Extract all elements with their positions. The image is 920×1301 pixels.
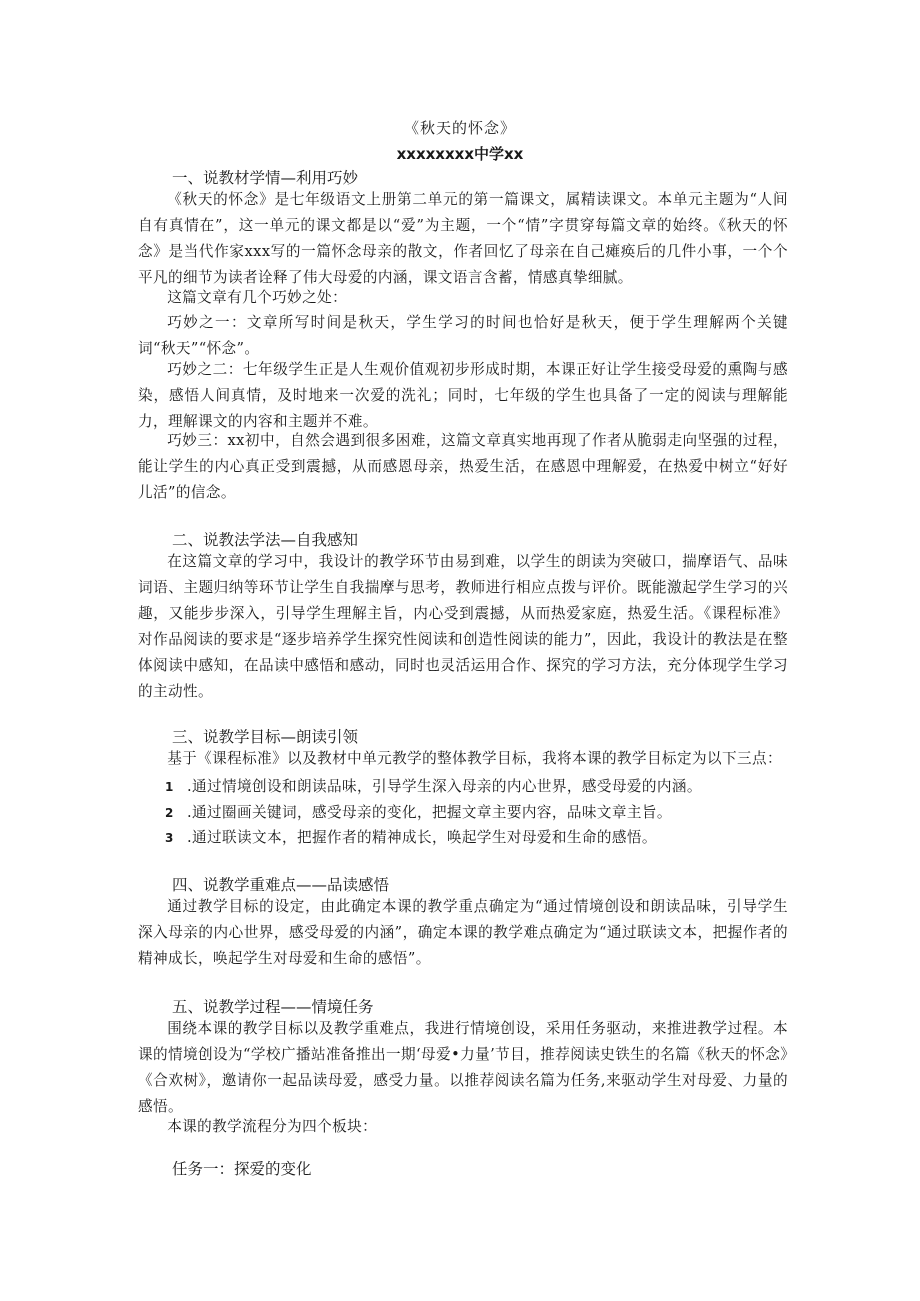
document-author: xxxxxxxx中学xx xyxy=(396,145,524,163)
objective-item-1 xyxy=(165,775,702,796)
section-2-paragraph-1: 在这篇文章的学习中，我设计的教学环节由易到难，以学生的朗读为突破口，揣摩语气、品味词语、主题归纳等环节让学生自我揣摩与思考，教师进行相应点拨与评价。既能激起学生学习的兴趣，又能步步深入，引导学生理解主旨，内心受到震撼，从而热爱家庭，热爱生活。《课程标准》对作品阅读的要求是“逐步培养学生探究性阅读和创造性阅读的能力”，因此，我设计的教法是在整体阅读中感知，在品读中感悟和感动，同时也灵活运用合作、探究的学习方法，充分体现学生学习的主动性。 xyxy=(138,553,788,700)
objective-number: 1 xyxy=(165,780,174,794)
objective-text: .通过情境创设和朗读品味，引导学生深入母亲的内心世界，感受母爱的内涵。 xyxy=(187,778,702,795)
section-5-paragraph-1: 围绕本课的教学目标以及教学重难点，我进行情境创设，采用任务驱动，来推进教学过程。本课的情境创设为“学校广播站准备推出一期‘母爱•力量’节目，推荐阅读史铁生的名篇《秋天的怀念》《合欢树》，邀请你一起品读母爱，感受力量。以推荐阅读名篇为任务,来驱动学生对母爱、力量的感悟。 xyxy=(138,1020,788,1115)
section-4-paragraph-1: 通过教学目标的设定，由此确定本课的教学重点确定为“通过情境创设和朗读品味，引导学生深入母亲的内心世界，感受母爱的内涵”，确定本课的教学难点确定为“通过联读文本，把握作者的精神成长，唤起学生对母爱和生命的感悟”。 xyxy=(138,898,788,967)
section-1-paragraph-1: 《秋天的怀念》是七年级语文上册第二单元的第一篇课文，属精读课文。本单元主题为“人间自有真情在”，这一单元的课文都是以“爱”为主题，一个“情”字贯穿每篇文章的始终。《秋天的怀念》是当代作家xxx写的一篇怀念母亲的散文，作者回忆了母亲在自己瘫痪后的几件小事，一个个平凡的细节为读者诠释了伟大母爱的内涵，课文语言含蓄，情感真挚细腻。 xyxy=(138,191,788,286)
task-1-heading: 任务一：探爱的变化 xyxy=(172,1160,312,1178)
section-5-paragraph-2: 本课的教学流程分为四个板块： xyxy=(167,1118,378,1135)
objective-text: .通过圈画关键词，感受母亲的变化，把握文章主要内容，品味文章主旨。 xyxy=(187,804,672,821)
section-2-heading: 二、说教法学法—自我感知 xyxy=(172,531,359,549)
section-5-heading: 五、说教学过程——情境任务 xyxy=(172,998,374,1016)
section-3-intro: 基于《课程标准》以及教材中单元教学的整体教学目标，我将本课的教学目标定为以下三点： xyxy=(167,750,782,767)
section-4-heading: 四、说教学重难点——品读感悟 xyxy=(172,876,390,894)
objective-item-3 xyxy=(165,826,657,847)
objective-number: 3 xyxy=(165,831,174,845)
objective-item-2 xyxy=(165,801,672,822)
section-1-paragraph-4: 巧妙之二：七年级学生正是人生观价值观初步形成时期，本课正好让学生接受母爱的熏陶与感染，感悟人间真情，及时地来一次爱的洗礼；同时，七年级的学生也具备了一定的阅读与理解能力，理解课文的内容和主题并不难。 xyxy=(138,361,788,430)
section-3-heading: 三、说教学目标—朗读引领 xyxy=(172,728,359,746)
section-1-paragraph-2: 这篇文章有几个巧妙之处： xyxy=(167,289,348,306)
section-1-paragraph-3: 巧妙之一：文章所写时间是秋天，学生学习的时间也恰好是秋天，便于学生理解两个关键词“秋天”“怀念”。 xyxy=(138,314,788,357)
document-title: 《秋天的怀念》 xyxy=(403,119,516,137)
section-1-heading: 一、说教材学情—利用巧妙 xyxy=(172,169,359,187)
section-1-paragraph-5: 巧妙三：xx初中，自然会遇到很多困难，这篇文章真实地再现了作者从脆弱走向坚强的过程，能让学生的内心真正受到震撼，从而感恩母亲，热爱生活，在感恩中理解爱，在热爱中树立“好好儿活”的信念。 xyxy=(138,432,788,501)
objective-number: 2 xyxy=(165,806,174,820)
objective-text: .通过联读文本，把握作者的精神成长，唤起学生对母爱和生命的感悟。 xyxy=(187,829,657,846)
